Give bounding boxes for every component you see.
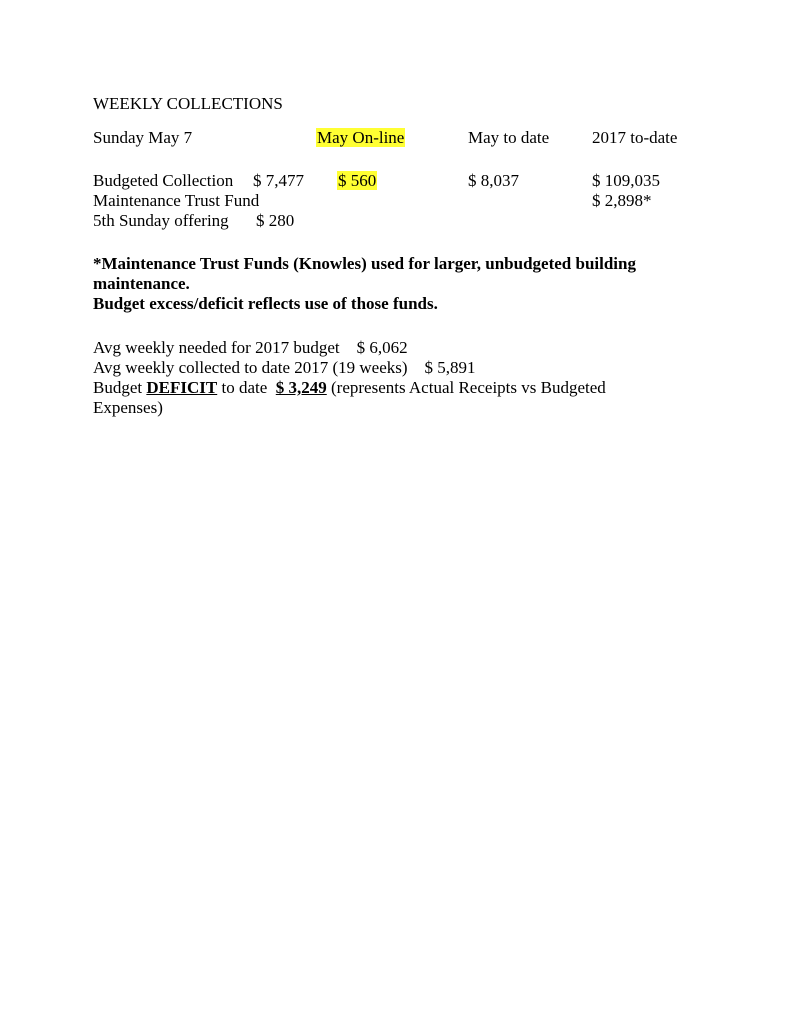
deficit-line — [93, 378, 673, 418]
deficit-prefix: Budget — [93, 378, 143, 397]
avg-weekly-needed: Avg weekly needed for 2017 budget $ 6,062 — [93, 338, 408, 357]
budgeted-sunday-value: $ 7,477 — [253, 171, 304, 190]
col-sunday: Sunday May 7 — [93, 128, 193, 147]
col-may-to-date: May to date — [468, 128, 550, 147]
budget-note: Budget excess/deficit reflects use of those funds. — [93, 294, 438, 313]
col-year-to-date: 2017 to-date — [592, 128, 678, 147]
deficit-mid: to date — [221, 378, 268, 397]
maintenance-note: *Maintenance Trust Funds (Knowles) used for larger, unbudgeted building maintenance. — [93, 254, 636, 293]
maintenance-year-to-date-value: $ 2,898* — [592, 191, 652, 210]
budgeted-online-value: $ 560 — [338, 171, 377, 190]
deficit-amount: $ 3,249 — [275, 378, 327, 397]
fifth-sunday-value: $ 280 — [256, 211, 295, 230]
budgeted-online-cell — [337, 171, 377, 191]
fifth-sunday-label: 5th Sunday offering — [93, 211, 229, 230]
avg-weekly-collected: Avg weekly collected to date 2017 (19 weeks) $ 5,891 — [93, 358, 476, 377]
maintenance-label: Maintenance Trust Fund — [93, 191, 260, 210]
col-online — [316, 128, 405, 148]
deficit-word: DEFICIT — [146, 378, 218, 397]
budgeted-year-to-date-value: $ 109,035 — [592, 171, 660, 190]
budgeted-collection-label: Budgeted Collection — [93, 171, 234, 190]
budgeted-may-to-date-value: $ 8,037 — [468, 171, 519, 190]
page-heading: WEEKLY COLLECTIONS — [93, 94, 283, 113]
col-online-label: May On-line — [317, 128, 405, 147]
deficit-suffix: (represents Actual Receipts vs Budgeted Expenses) — [93, 378, 606, 417]
